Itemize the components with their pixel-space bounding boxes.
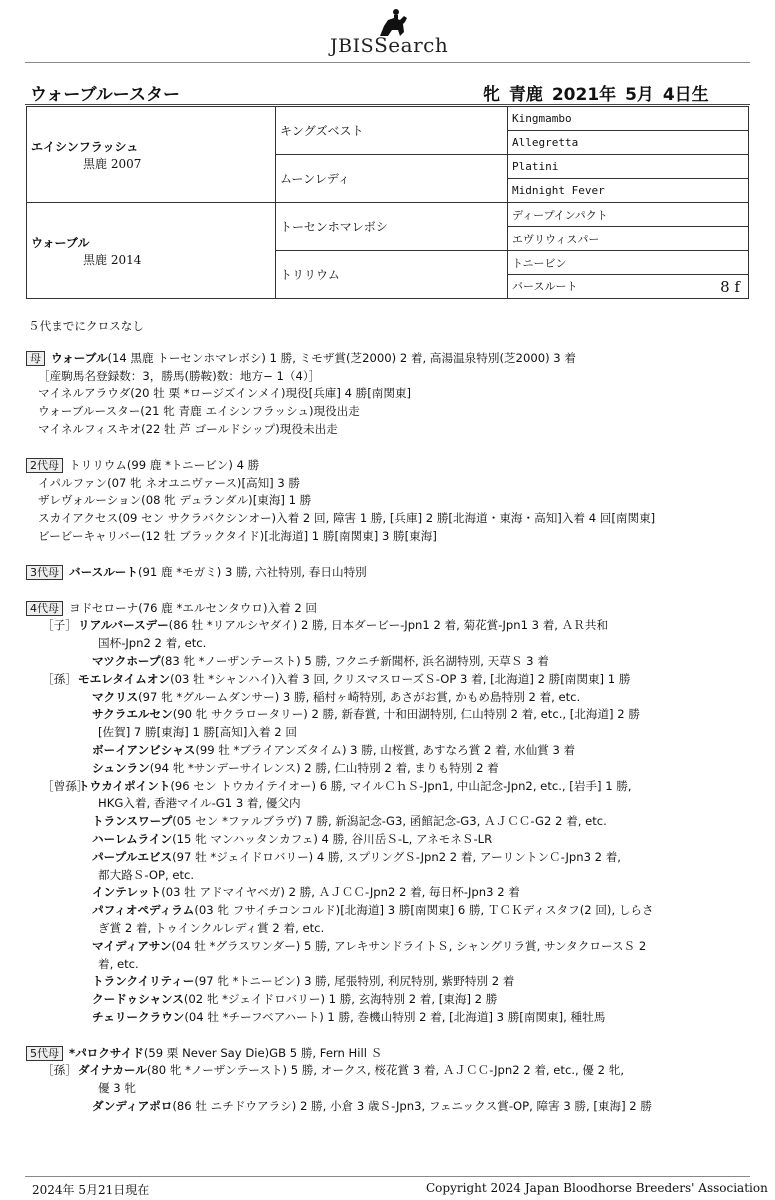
header-divider [25, 62, 750, 63]
record-line [26, 457, 756, 475]
horse-name-link[interactable]: サクラエルセン [92, 707, 173, 722]
horse-name-link[interactable]: ダイナカール [78, 1063, 147, 1078]
section-2nd-dam [26, 457, 756, 546]
ped-gen3-last [508, 275, 749, 299]
horse-name-link[interactable]: インテレット [92, 885, 162, 900]
horse-name-link[interactable]: ウォーブル [51, 350, 108, 365]
record-text: ザレヴォルーション(08 牝 デュランダル)[東海] 1 勝 [38, 493, 312, 508]
record-line [26, 1045, 756, 1063]
record-text: (86 牡 *リアルシヤダイ) 2 勝, 日本ダービー-Jpn1 2 着, 菊花賞-Jpn1 3 着, ＡＲ共和 [168, 618, 609, 633]
record-line [26, 653, 756, 671]
record-text: ［産駒馬名登録数：3，勝馬(勝鞍)数：地方− 1（4）］ [38, 368, 321, 383]
horse-name-link[interactable]: トウカイポイント [78, 778, 171, 793]
horse-name-link[interactable]: ボーイアンビシャス [92, 742, 196, 757]
relation-label: ［孫］ [42, 671, 77, 686]
horse-info: 牝 青鹿 2021年 5月 4日生 [483, 85, 709, 105]
record-text: スカイアクセス(09 セン サクラバクシンオー)入着 2 回, 障害 1 勝, [兵庫] 2 勝[北海道・東海・高知]入着 4 回[南関東] [38, 511, 656, 526]
ped-gen3[interactable]: Kingmambo [508, 107, 749, 131]
logo-text: JBISSearch [330, 33, 449, 57]
record-line [26, 849, 756, 867]
generation-tag: 5代母 [26, 1046, 63, 1061]
record-text: (14 黒鹿 トーセンホマレボシ) 1 勝, ミモザ賞(芝2000) 2 着, 高湯温泉特別(芝2000) 3 着 [107, 350, 576, 365]
record-line [26, 778, 756, 796]
copyright: Copyright 2024 Japan Bloodhorse Breeders' Association [426, 1181, 768, 1195]
horse-name-link[interactable]: チェリークラウン [92, 1009, 185, 1024]
horse-name-link[interactable]: マクリス [92, 689, 139, 704]
record-line [26, 795, 756, 813]
relation-label: ［孫］ [42, 1063, 77, 1078]
relation-label: ［子］ [42, 618, 77, 633]
record-line [26, 421, 756, 439]
record-text: ビービーキャリバー(12 牡 ブラックタイド)[北海道] 1 勝[南関東] 3 勝[東海] [38, 528, 437, 543]
generation-tag: 4代母 [26, 601, 63, 616]
section-3rd-dam [26, 564, 756, 582]
record-text: (91 鹿 *モガミ) 3 勝, 六社特別, 春日山特別 [137, 564, 367, 579]
record-text: (04 牡 *グラスワンダー) 5 勝, アレキサンドライトＳ, シャングリラ賞, サンタクロースＳ 2 [171, 938, 647, 953]
ped-gen3[interactable]: Midnight Fever [508, 179, 749, 203]
record-line [26, 671, 756, 689]
record-line [26, 368, 756, 386]
record-text: (97 牝 *グルームダンサー) 3 勝, 稲村ヶ崎特別, あさがお賞, かもめ島特別 2 着, etc. [138, 689, 581, 704]
record-line [26, 510, 756, 528]
generation-tag: 2代母 [26, 458, 63, 473]
record-line [26, 689, 756, 707]
horse-name-link[interactable]: パープルエビス [92, 849, 173, 864]
dam-cell [27, 203, 276, 299]
ped-gen3[interactable]: ディープインパクト [508, 203, 749, 227]
record-line [26, 385, 756, 403]
record-text: [佐賀] 7 勝[東海] 1 勝[高知]入着 2 回 [98, 725, 297, 740]
horse-name-link[interactable]: *パロクサイド [69, 1045, 144, 1060]
horse-name-link[interactable]: ダンディアポロ [92, 1099, 173, 1114]
record-line [26, 724, 756, 742]
horse-name-link[interactable]: バースルート [69, 564, 138, 579]
horse-name: ウォーブルースター [30, 85, 180, 105]
record-text: (15 牝 マンハッタンカフェ) 4 勝, 谷川岳Ｓ-L, アネモネＳ-LR [172, 831, 493, 846]
record-text: ぎ賞 2 着, トゥインクルレディ賞 2 着, etc. [98, 920, 325, 935]
as-of-date: 2024年 5月21日現在 [32, 1183, 150, 1197]
footer-divider [25, 1176, 750, 1177]
record-text: (03 牡 *シャンハイ)入着 3 回, クリスマスローズＳ-OP 3 着, [北海道] 2 勝[南関東] 1 勝 [170, 671, 631, 686]
sire-name[interactable]: エイシンフラッシュ [31, 139, 139, 154]
record-line [26, 867, 756, 885]
record-line [26, 1009, 756, 1027]
horse-name-link[interactable]: マツクホープ [92, 653, 161, 668]
title-divider [25, 104, 750, 105]
record-text: (99 牡 *ブライアンズタイム) 3 勝, 山桜賞, あすなろ賞 2 着, 水仙賞 3 着 [195, 742, 576, 757]
record-line [26, 475, 756, 493]
ped-gen3[interactable]: Allegretta [508, 131, 749, 155]
record-line [26, 492, 756, 510]
record-line [26, 635, 756, 653]
record-line [26, 1080, 756, 1098]
horse-name-link[interactable]: マイディアサン [92, 938, 172, 953]
record-line [26, 938, 756, 956]
record-line [26, 706, 756, 724]
record-line [26, 1062, 756, 1080]
pedigree-table [26, 106, 749, 299]
ped-gen3[interactable]: バースルート [512, 279, 578, 293]
ped-gen3[interactable]: Platini [508, 155, 749, 179]
record-line [26, 991, 756, 1009]
record-text: (86 牡 ニチドウアラシ) 2 勝, 小倉 3 歳Ｓ-Jpn3, フェニックス賞-OP, 障害 3 勝, [東海] 2 勝 [172, 1099, 652, 1114]
record-text: ヨドセローナ(76 鹿 *エルセンタウロ)入着 2 回 [69, 600, 317, 615]
record-line [26, 973, 756, 991]
record-line [26, 760, 756, 778]
record-line [26, 884, 756, 902]
generation-tag: 3代母 [26, 565, 63, 580]
record-text: (94 牝 *サンデーサイレンス) 2 勝, 仁山特別 2 着, まりも特別 2 着 [149, 760, 499, 775]
record-line [26, 813, 756, 831]
record-text: (03 牡 アドマイヤベガ) 2 勝, ＡＪＣＣ-Jpn2 2 着, 毎日杯-Jpn3 2 着 [161, 885, 520, 900]
record-text: (05 セン *ファルブラヴ) 7 勝, 新潟記念-G3, 函館記念-G3, ＡＪＣＣ-G2 2 着, etc. [172, 814, 607, 829]
record-line [26, 564, 756, 582]
record-text: イパルファン(07 牝 ネオユニヴァース)[高知] 3 勝 [38, 475, 301, 490]
ped-gen3[interactable]: トニービン [508, 251, 749, 275]
record-text: HKG入着, 香港マイル-G1 3 着, 優父内 [98, 796, 301, 811]
record-line [26, 600, 756, 618]
horse-name-link[interactable]: シュンラン [92, 760, 150, 775]
record-line [26, 617, 756, 635]
record-text: (02 牝 *ジェイドロバリー) 1 勝, 玄海特別 2 着, [東海] 2 勝 [183, 992, 498, 1007]
cross-note: ５代までにクロスなし [28, 319, 144, 333]
sire-cell [27, 107, 276, 203]
record-text: マイネルアラウダ(20 牡 栗 *ロージズインメイ)現役[兵庫] 4 勝[南関東] [38, 386, 412, 401]
record-line [26, 920, 756, 938]
family-record [26, 318, 756, 1134]
relation-label: ［曾孫］ [42, 778, 89, 793]
record-text: (96 セン トウカイテイオー) 6 勝, マイルＣｈＳ-Jpn1, 中山記念-Jpn2, etc., [岩手] 1 勝, [170, 778, 632, 793]
horse-name-link[interactable]: リアルバースデー [78, 618, 169, 633]
inbreeding-code: 8 f [720, 277, 740, 296]
sire-sire[interactable]: キングズベスト [276, 107, 508, 155]
record-text: (80 牝 *ノーザンテースト) 5 勝, オークス, 桜花賞 3 着, ＡＪＣＣ-Jpn2 2 着, etc., 優 2 牝, [146, 1063, 625, 1078]
record-line [26, 831, 756, 849]
horse-name-link[interactable]: ハーレムライン [92, 831, 173, 846]
horse-name-link[interactable]: トランクイリティー [92, 974, 195, 989]
record-text: (59 栗 Never Say Die)GB 5 勝, Fern Hill Ｓ [143, 1045, 383, 1060]
jbis-logo[interactable] [0, 6, 775, 56]
record-text: (97 牡 *ジェイドロバリー) 4 勝, スプリングＳ-Jpn2 2 着, アーリントンＣ-Jpn3 2 着, [172, 849, 621, 864]
sire-dam[interactable]: ムーンレディ [276, 155, 508, 203]
dam-dam[interactable]: トリリウム [276, 251, 508, 299]
horse-name-link[interactable]: モエレタイムオン [78, 671, 171, 686]
dam-name[interactable]: ウォーブル [31, 235, 90, 250]
record-text: (83 牝 *ノーザンテースト) 5 勝, フクニチ新聞杯, 浜名湖特別, 天草Ｓ 3 着 [160, 653, 549, 668]
record-text: (03 牝 フサイチコンコルド)[北海道] 3 勝[南関東] 6 勝, ＴＣＫディスタフ(2 回), しらさ [194, 903, 654, 918]
record-text: (04 牡 *チーフベアハート) 1 勝, 巻機山特別 2 着, [北海道] 3 勝[南関東], 種牡馬 [184, 1009, 606, 1024]
record-text: トリリウム(99 鹿 *トニービン) 4 勝 [69, 457, 260, 472]
record-line [26, 742, 756, 760]
section-dam [26, 350, 756, 439]
record-text: 国杯-Jpn2 2 着, etc. [98, 636, 207, 651]
record-text: 着, etc. [98, 956, 139, 971]
record-text: (97 牝 *トニービン) 3 勝, 尾張特別, 利尻特別, 紫野特別 2 着 [194, 974, 515, 989]
dam-color-year: 黒鹿 2014 [83, 252, 142, 267]
record-line [26, 956, 756, 974]
sire-color-year: 黒鹿 2007 [83, 156, 142, 171]
record-text: マイネルフィスキオ(22 牡 芦 ゴールドシップ)現役未出走 [38, 421, 338, 436]
record-text: 都大路Ｓ-OP, etc. [98, 867, 195, 882]
record-line [26, 403, 756, 421]
record-line [26, 1098, 756, 1116]
record-text: ウォーブルースター(21 牝 青鹿 エイシンフラッシュ)現役出走 [38, 404, 360, 419]
record-line [26, 350, 756, 368]
section-5th-dam [26, 1045, 756, 1116]
horse-name-link[interactable]: クードゥシャンス [92, 992, 184, 1007]
record-text: (90 牝 サクラロータリー) 2 勝, 新春賞, 十和田湖特別, 仁山特別 2 着, etc., [北海道] 2 勝 [172, 707, 640, 722]
section-4th-dam [26, 600, 756, 1027]
generation-tag: 母 [26, 351, 45, 366]
record-text: 優 3 牝 [98, 1081, 136, 1096]
dam-sire[interactable]: トーセンホマレボシ [276, 203, 508, 251]
record-line [26, 528, 756, 546]
record-line [26, 902, 756, 920]
ped-gen3[interactable]: エヴリウィスパー [508, 227, 749, 251]
horse-name-link[interactable]: パフィオペディラム [92, 903, 195, 918]
horse-name-link[interactable]: トランスワープ [92, 814, 173, 829]
